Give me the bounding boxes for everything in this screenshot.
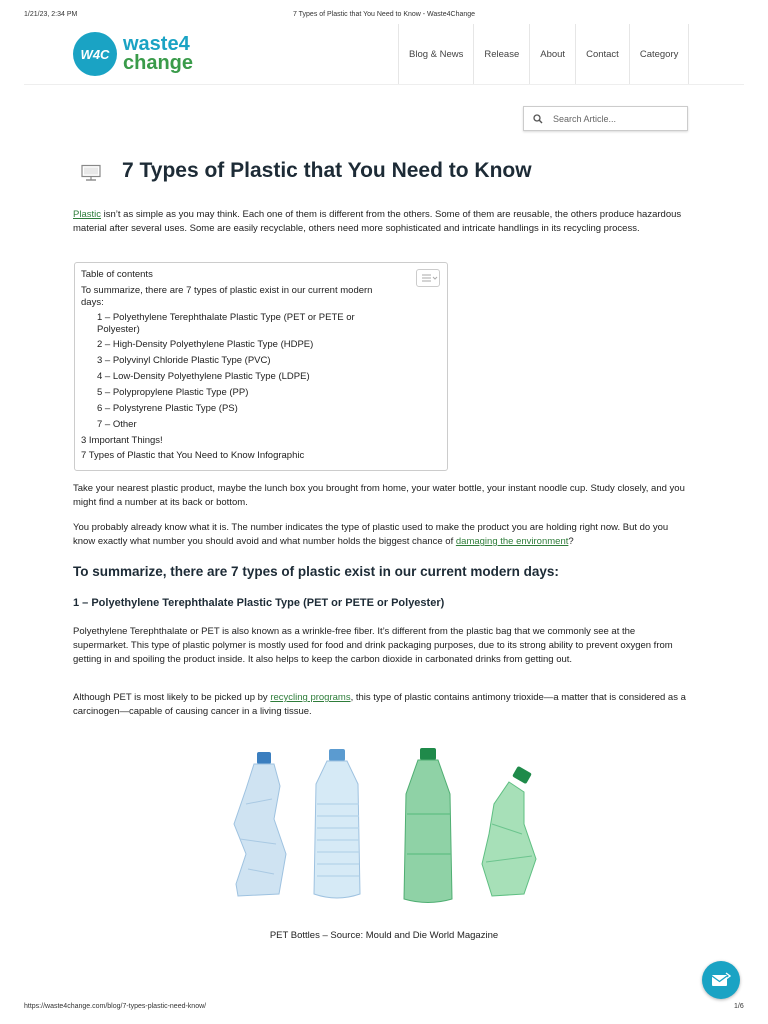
print-title: 7 Types of Plastic that You Need to Know - Waste4Change [292, 11, 476, 18]
toc-item[interactable]: To summarize, there are 7 types of plastic exist in our current modern [81, 285, 373, 296]
toc-item[interactable]: 4 – Low-Density Polyethylene Plastic Type (LDPE) [97, 371, 310, 382]
crushed-green-bottle [482, 766, 536, 896]
search-icon [533, 114, 543, 124]
paragraph-nearest-product: Take your nearest plastic product, maybe the lunch box you brought from home, your water bottle, your instant noodle cup. Study closely, and you might find a number at its back or bottom. [73, 483, 685, 508]
site-logo[interactable] [73, 32, 193, 76]
contact-float-button[interactable] [702, 961, 740, 999]
search-box[interactable] [523, 106, 688, 131]
logo-text-line2: change [123, 52, 194, 74]
damaging-environment-link[interactable]: damaging the environment [455, 536, 569, 547]
article-title: 7 Types of Plastic that You Need to Know [122, 159, 532, 182]
print-datetime: 1/21/23, 2:34 PM [24, 11, 78, 18]
toc-item[interactable]: days: [81, 297, 104, 308]
clear-bottle [314, 749, 360, 898]
plastic-link[interactable]: Plastic [73, 209, 101, 220]
toc-item[interactable]: 2 – High-Density Polyethylene Plastic Type (HDPE) [97, 339, 314, 350]
mail-icon [711, 972, 731, 988]
header-divider [24, 84, 744, 85]
green-bottle [404, 748, 452, 903]
print-url: https://waste4change.com/blog/7-types-plastic-need-know/ [24, 1003, 207, 1010]
pet-heading: 1 – Polyethylene Terephthalate Plastic Type (PET or PETE or Polyester) [73, 597, 445, 609]
list-icon [417, 270, 439, 286]
nav-category[interactable]: Category [629, 24, 690, 84]
toc-toggle-button[interactable] [416, 269, 440, 287]
toc-item[interactable]: Polyester) [97, 324, 140, 335]
toc-item[interactable]: 7 – Other [97, 419, 137, 430]
print-page-number: 1/6 [734, 1003, 744, 1010]
pet-bottles-image [224, 744, 544, 904]
monitor-icon [80, 164, 102, 182]
paragraph-pet-recycling: Although PET is most likely to be picked up by recycling programs, this type of plastic contains antimony trioxide—a matter that is considered as a carcinogen—capable of causing cancer in a living tissue. [73, 692, 686, 717]
toc-item[interactable]: 6 – Polystyrene Plastic Type (PS) [97, 403, 238, 414]
nav-about[interactable]: About [529, 24, 575, 84]
toc-item[interactable]: 1 – Polyethylene Terephthalate Plastic Type (PET or PETE or [97, 312, 355, 323]
table-of-contents [74, 262, 448, 471]
toc-item[interactable]: 5 – Polypropylene Plastic Type (PP) [97, 387, 249, 398]
recycling-programs-link[interactable]: recycling programs [270, 692, 351, 703]
main-nav [398, 24, 689, 84]
nav-blog-news[interactable]: Blog & News [398, 24, 473, 84]
logo-text-line1: waste4 [123, 33, 190, 55]
toc-item[interactable]: 7 Types of Plastic that You Need to Know Infographic [81, 450, 305, 461]
nav-contact[interactable]: Contact [575, 24, 629, 84]
summary-heading: To summarize, there are 7 types of plastic exist in our current modern days: [73, 564, 559, 579]
nav-release[interactable]: Release [473, 24, 529, 84]
paragraph-pet-description: Polyethylene Terephthalate or PET is also known as a wrinkle-free fiber. It’s different from the plastic bag that we commonly see at the supermarket. This type of plastic polymer is mostly used for food and drink packaging purposes, due to its strong ability to prevent oxygen from getting in and spoiling the product inside. It also helps to keep the carbon dioxide in carbonated drinks from getting out. [73, 626, 673, 665]
search-input[interactable] [551, 113, 675, 125]
toc-item[interactable]: 3 – Polyvinyl Chloride Plastic Type (PVC) [97, 355, 271, 366]
intro-paragraph: Plastic isn’t as simple as you may think. Each one of them is different from the others. Some of them are reusable, the others produce hazardous material after several uses. Some are easily recyclable, others need more sophisticated and intricate handlings in its recycling process. [73, 209, 682, 234]
logo-mark: W4C [73, 32, 117, 76]
toc-heading: Table of contents [81, 269, 153, 280]
crushed-clear-bottle [234, 752, 286, 896]
toc-item[interactable]: 3 Important Things! [81, 435, 163, 446]
image-caption: PET Bottles – Source: Mould and Die World Magazine [269, 930, 499, 941]
paragraph-number-meaning: You probably already know what it is. The number indicates the type of plastic used to make the product you are holding right now. But do you know exactly what number you should avoid and what number holds the biggest chance of damaging the environment? [73, 522, 669, 547]
